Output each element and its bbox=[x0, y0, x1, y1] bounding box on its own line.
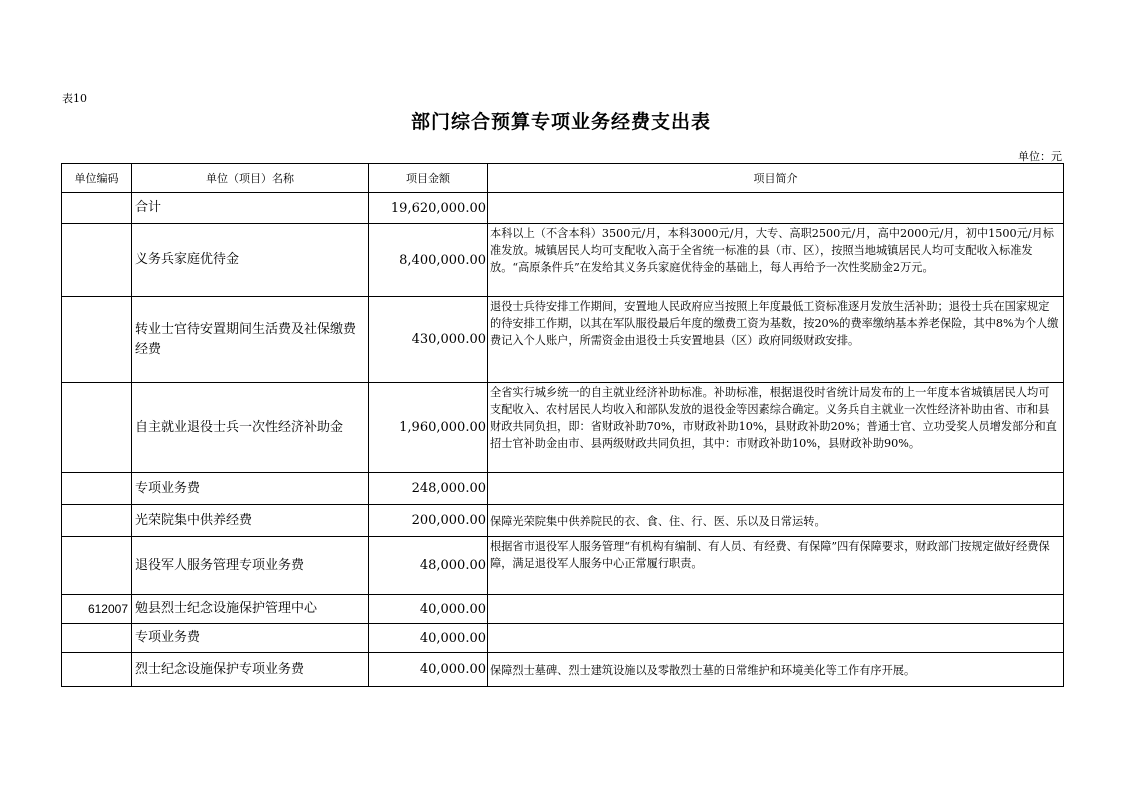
table-row bbox=[62, 595, 1064, 624]
cell-amount: 1,960,000.00 bbox=[369, 383, 488, 473]
cell-amount: 40,000.00 bbox=[369, 595, 488, 624]
table-row bbox=[62, 193, 1064, 224]
cell-name: 自主就业退役士兵一次性经济补助金 bbox=[132, 383, 369, 473]
header-amount: 项目金额 bbox=[369, 164, 488, 193]
cell-code bbox=[62, 297, 132, 383]
cell-name: 转业士官待安置期间生活费及社保缴费经费 bbox=[132, 297, 369, 383]
cell-code bbox=[62, 505, 132, 537]
cell-amount: 248,000.00 bbox=[369, 473, 488, 505]
unit-label: 单位：元 bbox=[1018, 150, 1062, 163]
header-name: 单位（项目）名称 bbox=[132, 164, 369, 193]
cell-amount: 200,000.00 bbox=[369, 505, 488, 537]
cell-code bbox=[62, 537, 132, 595]
cell-code bbox=[62, 653, 132, 687]
cell-name: 专项业务费 bbox=[132, 624, 369, 653]
cell-amount: 48,000.00 bbox=[369, 537, 488, 595]
cell-amount: 40,000.00 bbox=[369, 624, 488, 653]
cell-desc: 保障光荣院集中供养院民的衣、食、住、行、医、乐以及日常运转。 bbox=[488, 505, 1064, 537]
header-code: 单位编码 bbox=[62, 164, 132, 193]
cell-desc: 本科以上（不含本科）3500元/月，本科3000元/月，大专、高职2500元/月，高中2000元/月，初中1500元/月标准发放。城镇居民人均可支配收入高于全省统一标准的县（市、区），按照当地城镇居民人均可支配收入标准发放。“高原条件兵”在发给其义务兵家庭优待金的基础上，每人再给予一次性奖励金2万元。 bbox=[488, 224, 1064, 297]
cell-name: 光荣院集中供养经费 bbox=[132, 505, 369, 537]
budget-table bbox=[61, 163, 1064, 687]
cell-desc: 根据省市退役军人服务管理“有机构有编制、有人员、有经费、有保障”四有保障要求，财政部门按规定做好经费保障，满足退役军人服务中心正常履行职责。 bbox=[488, 537, 1064, 595]
cell-code bbox=[62, 473, 132, 505]
page-title: 部门综合预算专项业务经费支出表 bbox=[410, 111, 711, 133]
cell-desc bbox=[488, 473, 1064, 505]
table-row bbox=[62, 224, 1064, 297]
cell-name: 专项业务费 bbox=[132, 473, 369, 505]
cell-desc: 保障烈士墓碑、烈士建筑设施以及零散烈士墓的日常维护和环境美化等工作有序开展。 bbox=[488, 653, 1064, 687]
table-row bbox=[62, 297, 1064, 383]
cell-desc bbox=[488, 624, 1064, 653]
cell-name: 勉县烈士纪念设施保护管理中心 bbox=[132, 595, 369, 624]
cell-code bbox=[62, 193, 132, 224]
cell-name: 烈士纪念设施保护专项业务费 bbox=[132, 653, 369, 687]
cell-code bbox=[62, 624, 132, 653]
cell-desc bbox=[488, 595, 1064, 624]
cell-amount: 430,000.00 bbox=[369, 297, 488, 383]
table-row bbox=[62, 653, 1064, 687]
cell-code: 612007 bbox=[62, 595, 132, 624]
table-row bbox=[62, 505, 1064, 537]
cell-code bbox=[62, 383, 132, 473]
cell-desc bbox=[488, 193, 1064, 224]
cell-name: 退役军人服务管理专项业务费 bbox=[132, 537, 369, 595]
table-row bbox=[62, 383, 1064, 473]
table-header-row bbox=[62, 164, 1064, 193]
table-row bbox=[62, 537, 1064, 595]
cell-code bbox=[62, 224, 132, 297]
cell-name: 义务兵家庭优待金 bbox=[132, 224, 369, 297]
cell-name: 合计 bbox=[132, 193, 369, 224]
cell-amount: 8,400,000.00 bbox=[369, 224, 488, 297]
cell-amount: 40,000.00 bbox=[369, 653, 488, 687]
table-row bbox=[62, 473, 1064, 505]
cell-desc: 退役士兵待安排工作期间，安置地人民政府应当按照上年度最低工资标准逐月发放生活补助；退役士兵在国家规定的待安排工作期，以其在军队服役最后年度的缴费工资为基数，按20%的费率缴纳基本养老保险，其中8%为个人缴费记入个人账户，所需资金由退役士兵安置地县（区）政府同级财政安排。 bbox=[488, 297, 1064, 383]
table-number: 表10 bbox=[62, 92, 87, 105]
header-desc: 项目简介 bbox=[488, 164, 1064, 193]
cell-amount: 19,620,000.00 bbox=[369, 193, 488, 224]
cell-desc: 全省实行城乡统一的自主就业经济补助标准。补助标准，根据退役时省统计局发布的上一年度本省城镇居民人均可支配收入、农村居民人均收入和部队发放的退役金等因素综合确定。义务兵自主就业一次性经济补助由省、市和县财政共同负担，即：省财政补助70%，市财政补助10%，县财政补助20%；普通士官、立功受奖人员增发部分和直招士官补助金由市、县两级财政共同负担，其中：市财政补助10%，县财政补助90%。 bbox=[488, 383, 1064, 473]
table-row bbox=[62, 624, 1064, 653]
